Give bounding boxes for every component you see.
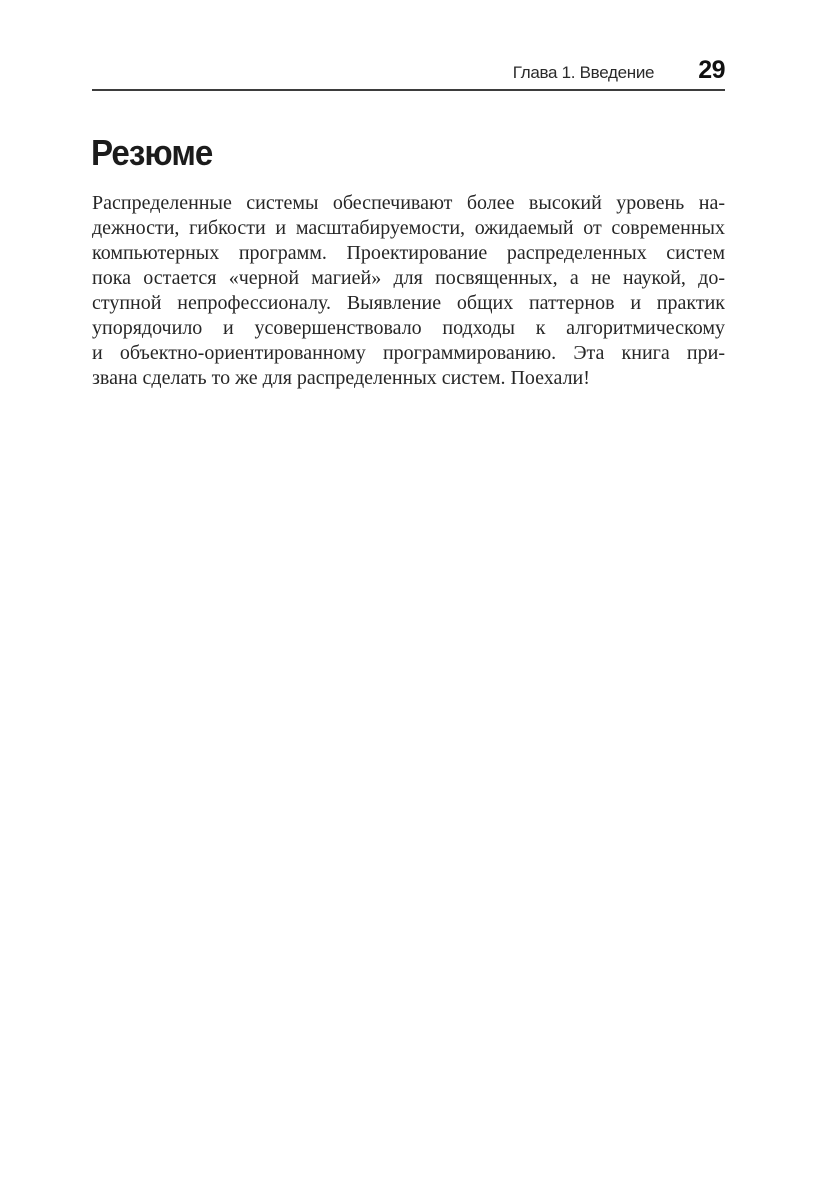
paragraph-line: и объектно-ориентированному программированию. Эта книга при-	[92, 342, 725, 364]
section-heading: Резюме	[91, 132, 213, 173]
running-header	[92, 56, 725, 85]
header-divider	[92, 89, 725, 91]
paragraph-line: упорядочило и усовершенствовало подходы к алгоритмическому	[92, 317, 725, 339]
chapter-title-label: Глава 1. Введение	[512, 63, 655, 82]
paragraph-line: Распределенные системы обеспечивают более высокий уровень на-	[92, 192, 725, 214]
page-number: 29	[698, 56, 725, 84]
paragraph-line: ступной непрофессионалу. Выявление общих паттернов и практик	[92, 292, 725, 314]
paragraph-line: дежности, гибкости и масштабируемости, ожидаемый от современных	[92, 217, 725, 239]
paragraph-line: компьютерных программ. Проектирование распределенных систем	[92, 242, 725, 264]
paragraph-line: пока остается «черной магией» для посвященных, а не наукой, до-	[92, 267, 725, 289]
paragraph-line: звана сделать то же для распределенных систем. Поехали!	[92, 367, 590, 389]
body-paragraph	[92, 191, 725, 391]
